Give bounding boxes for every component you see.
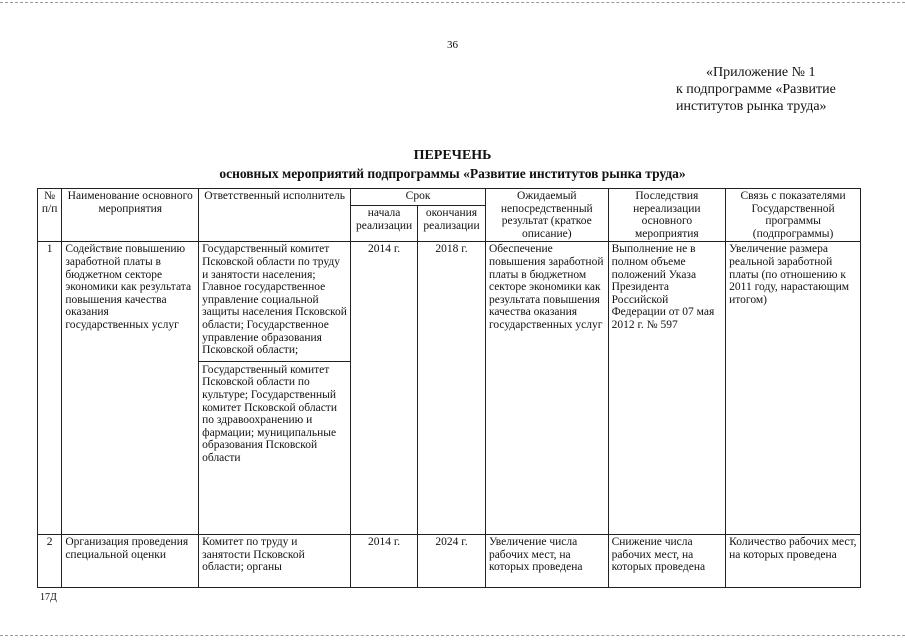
executor-part-2: Государственный комитет Псковской области по культуре; Государственный комитет Псковской области по здравоохранению и фармации; муниципальные образования Псковской области (199, 361, 350, 465)
header-consequence: Последствия нереализации основного мероприятия (608, 189, 726, 242)
row-end: 2018 г. (418, 242, 486, 535)
header-start: начала реализации (351, 206, 418, 242)
row-executor (199, 242, 351, 535)
header-term: Срок (351, 189, 486, 206)
row-executor: Комитет по труду и занятости Псковской области; органы (199, 534, 351, 587)
measures-table (37, 188, 861, 588)
table-row (38, 534, 861, 587)
header-num: № п/п (38, 189, 62, 242)
row-consequence: Снижение числа рабочих мест, на которых проведена (608, 534, 726, 587)
executor-part-1: Государственный комитет Псковской области по труду и занятости населения; Главное государственное управление социальной защиты населения Псковской области; Государственное управление образования Псковской области; (202, 243, 347, 357)
document-subtitle: основных мероприятий подпрограммы «Развитие институтов рынка труда» (219, 166, 686, 181)
row-link: Количество рабочих мест, на которых проведена (726, 534, 861, 587)
annex-line-2: к подпрограмме «Развитие (676, 82, 836, 97)
header-end: окончания реализации (418, 206, 486, 242)
annex-note (676, 64, 866, 115)
row-num: 2 (38, 534, 62, 587)
row-start: 2014 г. (351, 534, 418, 587)
annex-line-3: институтов рынка труда» (676, 99, 827, 114)
row-name: Организация проведения специальной оценки (62, 534, 199, 587)
table-row (38, 242, 861, 535)
row-num: 1 (38, 242, 62, 535)
header-link: Связь с показателями Государственной программы (подпрограммы) (726, 189, 861, 242)
page-top-edge (0, 2, 905, 3)
footer-code: 17Д (40, 592, 57, 603)
page-number: 36 (447, 39, 458, 51)
row-start: 2014 г. (351, 242, 418, 535)
page-bottom-edge (0, 635, 905, 636)
row-name: Содействие повышению заработной платы в бюджетном секторе экономики как результата повышения качества оказания государственных услуг (62, 242, 199, 535)
row-end: 2024 г. (418, 534, 486, 587)
header-executor: Ответственный исполнитель (199, 189, 351, 242)
header-result: Ожидаемый непосредственный результат (краткое описание) (485, 189, 608, 242)
row-consequence: Выполнение не в полном объеме положений Указа Президента Российской Федерации от 07 мая 2012 г. № 597 (608, 242, 726, 535)
row-result: Увеличение числа рабочих мест, на которых проведена (485, 534, 608, 587)
document-title: ПЕРЕЧЕНЬ (413, 148, 492, 163)
row-result: Обеспечение повышения заработной платы в бюджетном секторе экономики как результата повышения качества оказания государственных услуг (485, 242, 608, 535)
annex-line-1: «Приложение № 1 (706, 65, 816, 80)
header-name: Наименование основного мероприятия (62, 189, 199, 242)
row-link: Увеличение размера реальной заработной платы (по отношению к 2011 году, нарастающим итогом) (726, 242, 861, 535)
